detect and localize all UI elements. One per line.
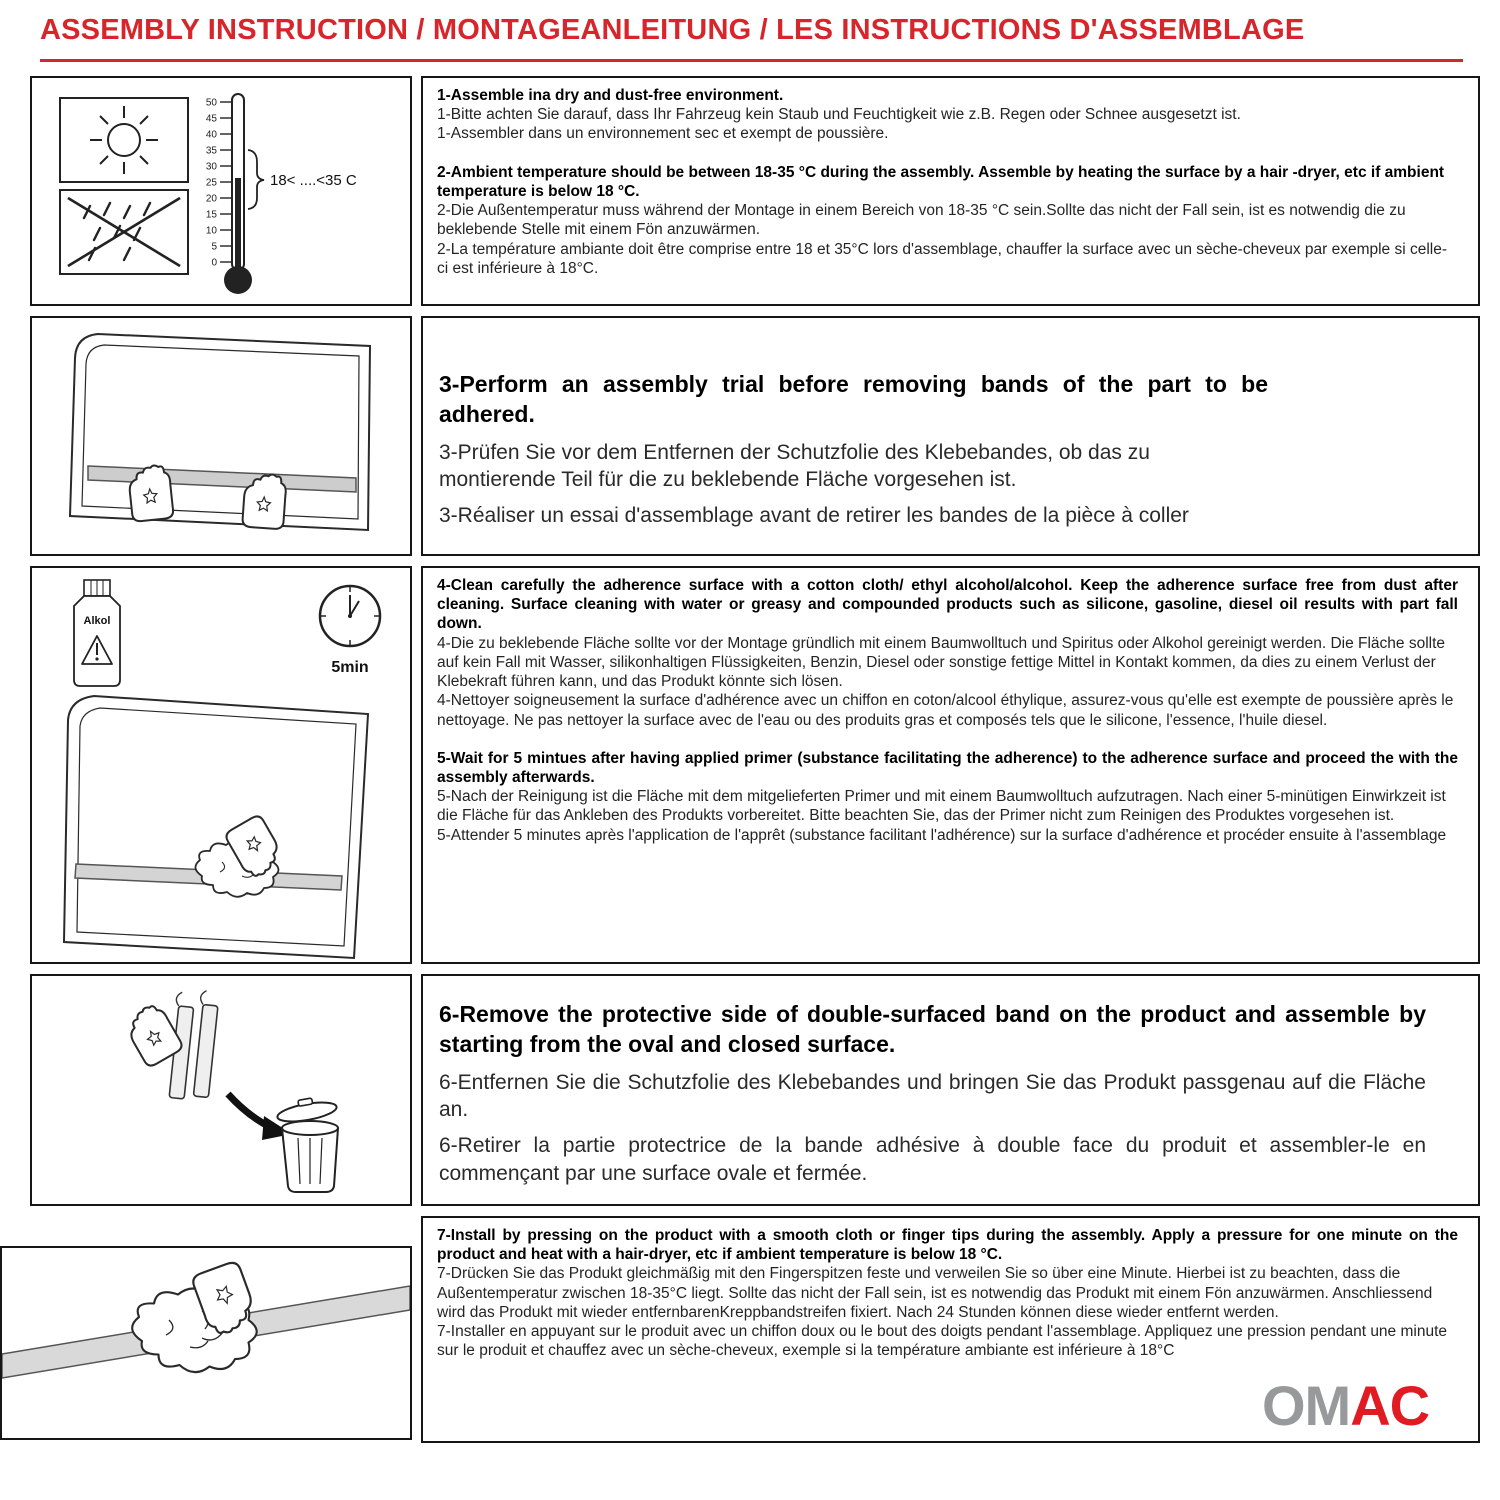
illustration-cleaning: [30, 566, 412, 964]
instruction-step4-de: 4-Die zu beklebende Fläche sollte vor der Montage gründlich mit einem Baumwolltuch und Spiritus oder Alkohol gereinigt werden. Die Fläche sollte auf kein Fall mit Wasser, silikonhaltigen Flüssigkeiten, Benzin, Diesel oder sonstige fettige Mittel in Kontakt kommen, da dies zu einem Verlust der Klebekraft führen kann, und das Produkt könnte sich lösen.: [437, 634, 1446, 691]
page-title: ASSEMBLY INSTRUCTION / MONTAGEANLEITUNG / LES INSTRUCTIONS D'ASSEMBLAGE: [40, 14, 1305, 46]
instruction-step5-de: 5-Nach der Reinigung ist die Fläche mit dem mitgelieferten Primer und mit einem Baumwolltuch aufzutragen. Nach einer 5-minütigen Einwirkzeit ist die Fläche für das Ankleben des Produkts vorbereitet. Bitte beachten Sie, das der Primer nicht zum Reinigen des Produktes vorgesehen ist.: [437, 788, 1446, 825]
instruction-step6-fr: 6-Retirer la partie protectrice de la bande adhésive à double face du produit et assembler-le en commençant par une surface ovale et fermée.: [439, 1134, 1426, 1185]
svg-text:30: 30: [205, 161, 217, 173]
instruction-step1-fr: 1-Assembler dans un environnement sec et exempt de poussière.: [437, 125, 889, 143]
svg-text:0: 0: [211, 257, 217, 269]
svg-text:5: 5: [211, 241, 217, 253]
svg-text:15: 15: [205, 209, 217, 221]
wait-time-label: 5min: [331, 659, 369, 676]
trim-strip: [88, 466, 356, 492]
trial-illustration: [32, 318, 410, 554]
svg-text:45: 45: [205, 113, 217, 125]
svg-text:20: 20: [205, 193, 217, 205]
omac-logo-red: AC: [1350, 1374, 1430, 1437]
car-door-icon: [64, 696, 368, 958]
illustration-press-install: [0, 1246, 412, 1440]
remove-band-illustration: [32, 976, 410, 1204]
instruction-step3-en: 3-Perform an assembly trial before removing bands of the part to be adhered.: [439, 371, 1268, 427]
illustration-remove-band: [30, 974, 412, 1206]
illustration-environment-temperature: [30, 76, 412, 306]
sun-icon: [60, 98, 188, 182]
instruction-step1-de: 1-Bitte achten Sie darauf, dass Ihr Fahrzeug kein Staub und Feuchtigkeit wie z.B. Regen oder Schnee ausgesetzt ist.: [437, 106, 1241, 124]
instruction-step7-de: 7-Drücken Sie das Produkt gleichmäßig mit den Fingerspitzen feste und verweilen Sie so über eine Minute. Hierbei ist zu beachten, dass die Außentemperatur zwischen 18-35°C liegt. Sollte das nicht der Fall sein, ist es notwendig das Produkt mit einem Fön anzuwärmen. Anschliessend wird das Produkt mit wieder entfernbarenKreppbandstreifen fixiert. Nach 24 Stunden können diese wieder entfernt werden.: [437, 1265, 1433, 1321]
text-steps-1-2: [421, 76, 1480, 306]
temperature-range-label: 18< ....<35 C: [270, 172, 357, 189]
instruction-step6-de: 6-Entfernen Sie die Schutzfolie des Klebebandes und bringen Sie das Produkt passgenau auf die Fläche an.: [439, 1070, 1426, 1122]
title-underline: [40, 59, 1463, 62]
illustration-assembly-trial: [30, 316, 412, 556]
instruction-step1-en: 1-Assemble ina dry and dust-free environment.: [437, 87, 784, 104]
svg-text:50: 50: [205, 97, 217, 109]
paragraph-gap: [437, 144, 1458, 163]
text-step-3: [421, 316, 1480, 556]
environment-illustration: [32, 78, 410, 304]
alcohol-bottle-icon: [74, 580, 120, 686]
instruction-step7-fr: 7-Installer en appuyant sur le produit avec un chiffon doux ou le bout des doigts pendant l'assemblage. Appliquez une pression pendant une minute sur le produit et chauffez avec un sèche-cheveux, exemple si la température ambiante est inférieure à 18°C: [437, 1323, 1448, 1360]
instruction-step2-en: 2-Ambient temperature should be between 18-35 °C during the assembly. Assemble by heating the surface by a hair -dryer, etc if ambient temperature is below 18 °C.: [437, 163, 1445, 200]
instruction-step2-fr: 2-La température ambiante doit être comprise entre 18 et 35°C lors d'assemblage, chauffer la surface avec un sèche-cheveux par exemple si celle-ci est inférieure à 18°C.: [437, 240, 1448, 277]
instruction-step2-de: 2-Die Außentemperatur muss während der Montage in einem Bereich von 18-35 °C sein.Sollte das nicht der Fall sein, ist es notwendig die zu beklebende Stelle mit einem Fön anzuwärmen.: [437, 202, 1406, 239]
svg-text:25: 25: [205, 177, 217, 189]
clock-icon: [320, 586, 380, 676]
instruction-step7-en: 7-Install by pressing on the product with a smooth cloth or finger tips during the assembly. Apply a pressure for one minute on the product and heat with a hair-dryer, etc if ambient temperature is below 18 °C.: [437, 1227, 1458, 1264]
paragraph-gap: [437, 730, 1458, 749]
cleaning-illustration: [32, 568, 410, 962]
bottle-label: Alkol: [83, 615, 111, 627]
svg-text:35: 35: [205, 145, 217, 157]
instruction-step4-en: 4-Clean carefully the adherence surface with a cotton cloth/ ethyl alcohol/alcohol. Keep the adherence surface free from dust after cleaning. Surface cleaning with water or greasy and compounded products such as silicone, gasoline, diesel oil results with part fall down.: [437, 577, 1458, 633]
instruction-step3-de: 3-Prüfen Sie vor dem Entfernen der Schutzfolie des Klebebandes, ob das zu montierende Teil für die zu beklebende Fläche vorgesehen ist.: [439, 440, 1150, 492]
svg-text:10: 10: [205, 225, 217, 237]
instruction-step5-en: 5-Wait for 5 mintues after having applied primer (substance facilitating the adherence) to the adherence surface and proceed the with the assembly afterwards.: [437, 749, 1458, 786]
thermometer-scale: [206, 98, 218, 269]
text-step-6: [421, 974, 1480, 1206]
svg-text:40: 40: [205, 129, 217, 141]
trash-can-icon: [275, 1094, 338, 1192]
press-illustration: [2, 1248, 410, 1438]
omac-logo-gray: OM: [1262, 1374, 1351, 1437]
instruction-step5-fr: 5-Attender 5 minutes après l'application de l'apprêt (substance facilitant l'adhérence) sur la surface d'adhérence et procéder ensuite à l'assemblage: [437, 826, 1447, 844]
text-steps-4-5: [421, 566, 1480, 964]
range-bracket: [248, 150, 264, 209]
instruction-step6-en: 6-Remove the protective side of double-surfaced band on the product and assemble by starting from the oval and closed surface.: [439, 1001, 1426, 1057]
car-door-icon: [70, 334, 370, 530]
instruction-step4-fr: 4-Nettoyer soigneusement la surface d'adhérence avec un chiffon en coton/alcool éthylique, assurez-vous qu'elle est exempte de poussière après le nettoyage. Ne pas nettoyer la surface avec de l'eau ou des produits gras et composés tels que le silicone, l'essence, l'huile diesel.: [437, 692, 1454, 729]
thermometer-icon: [206, 94, 357, 294]
no-rain-icon: [60, 190, 188, 274]
instruction-step3-fr: 3-Réaliser un essai d'assemblage avant de retirer les bandes de la pièce à coller: [439, 504, 1189, 528]
omac-logo: [1262, 1374, 1430, 1437]
